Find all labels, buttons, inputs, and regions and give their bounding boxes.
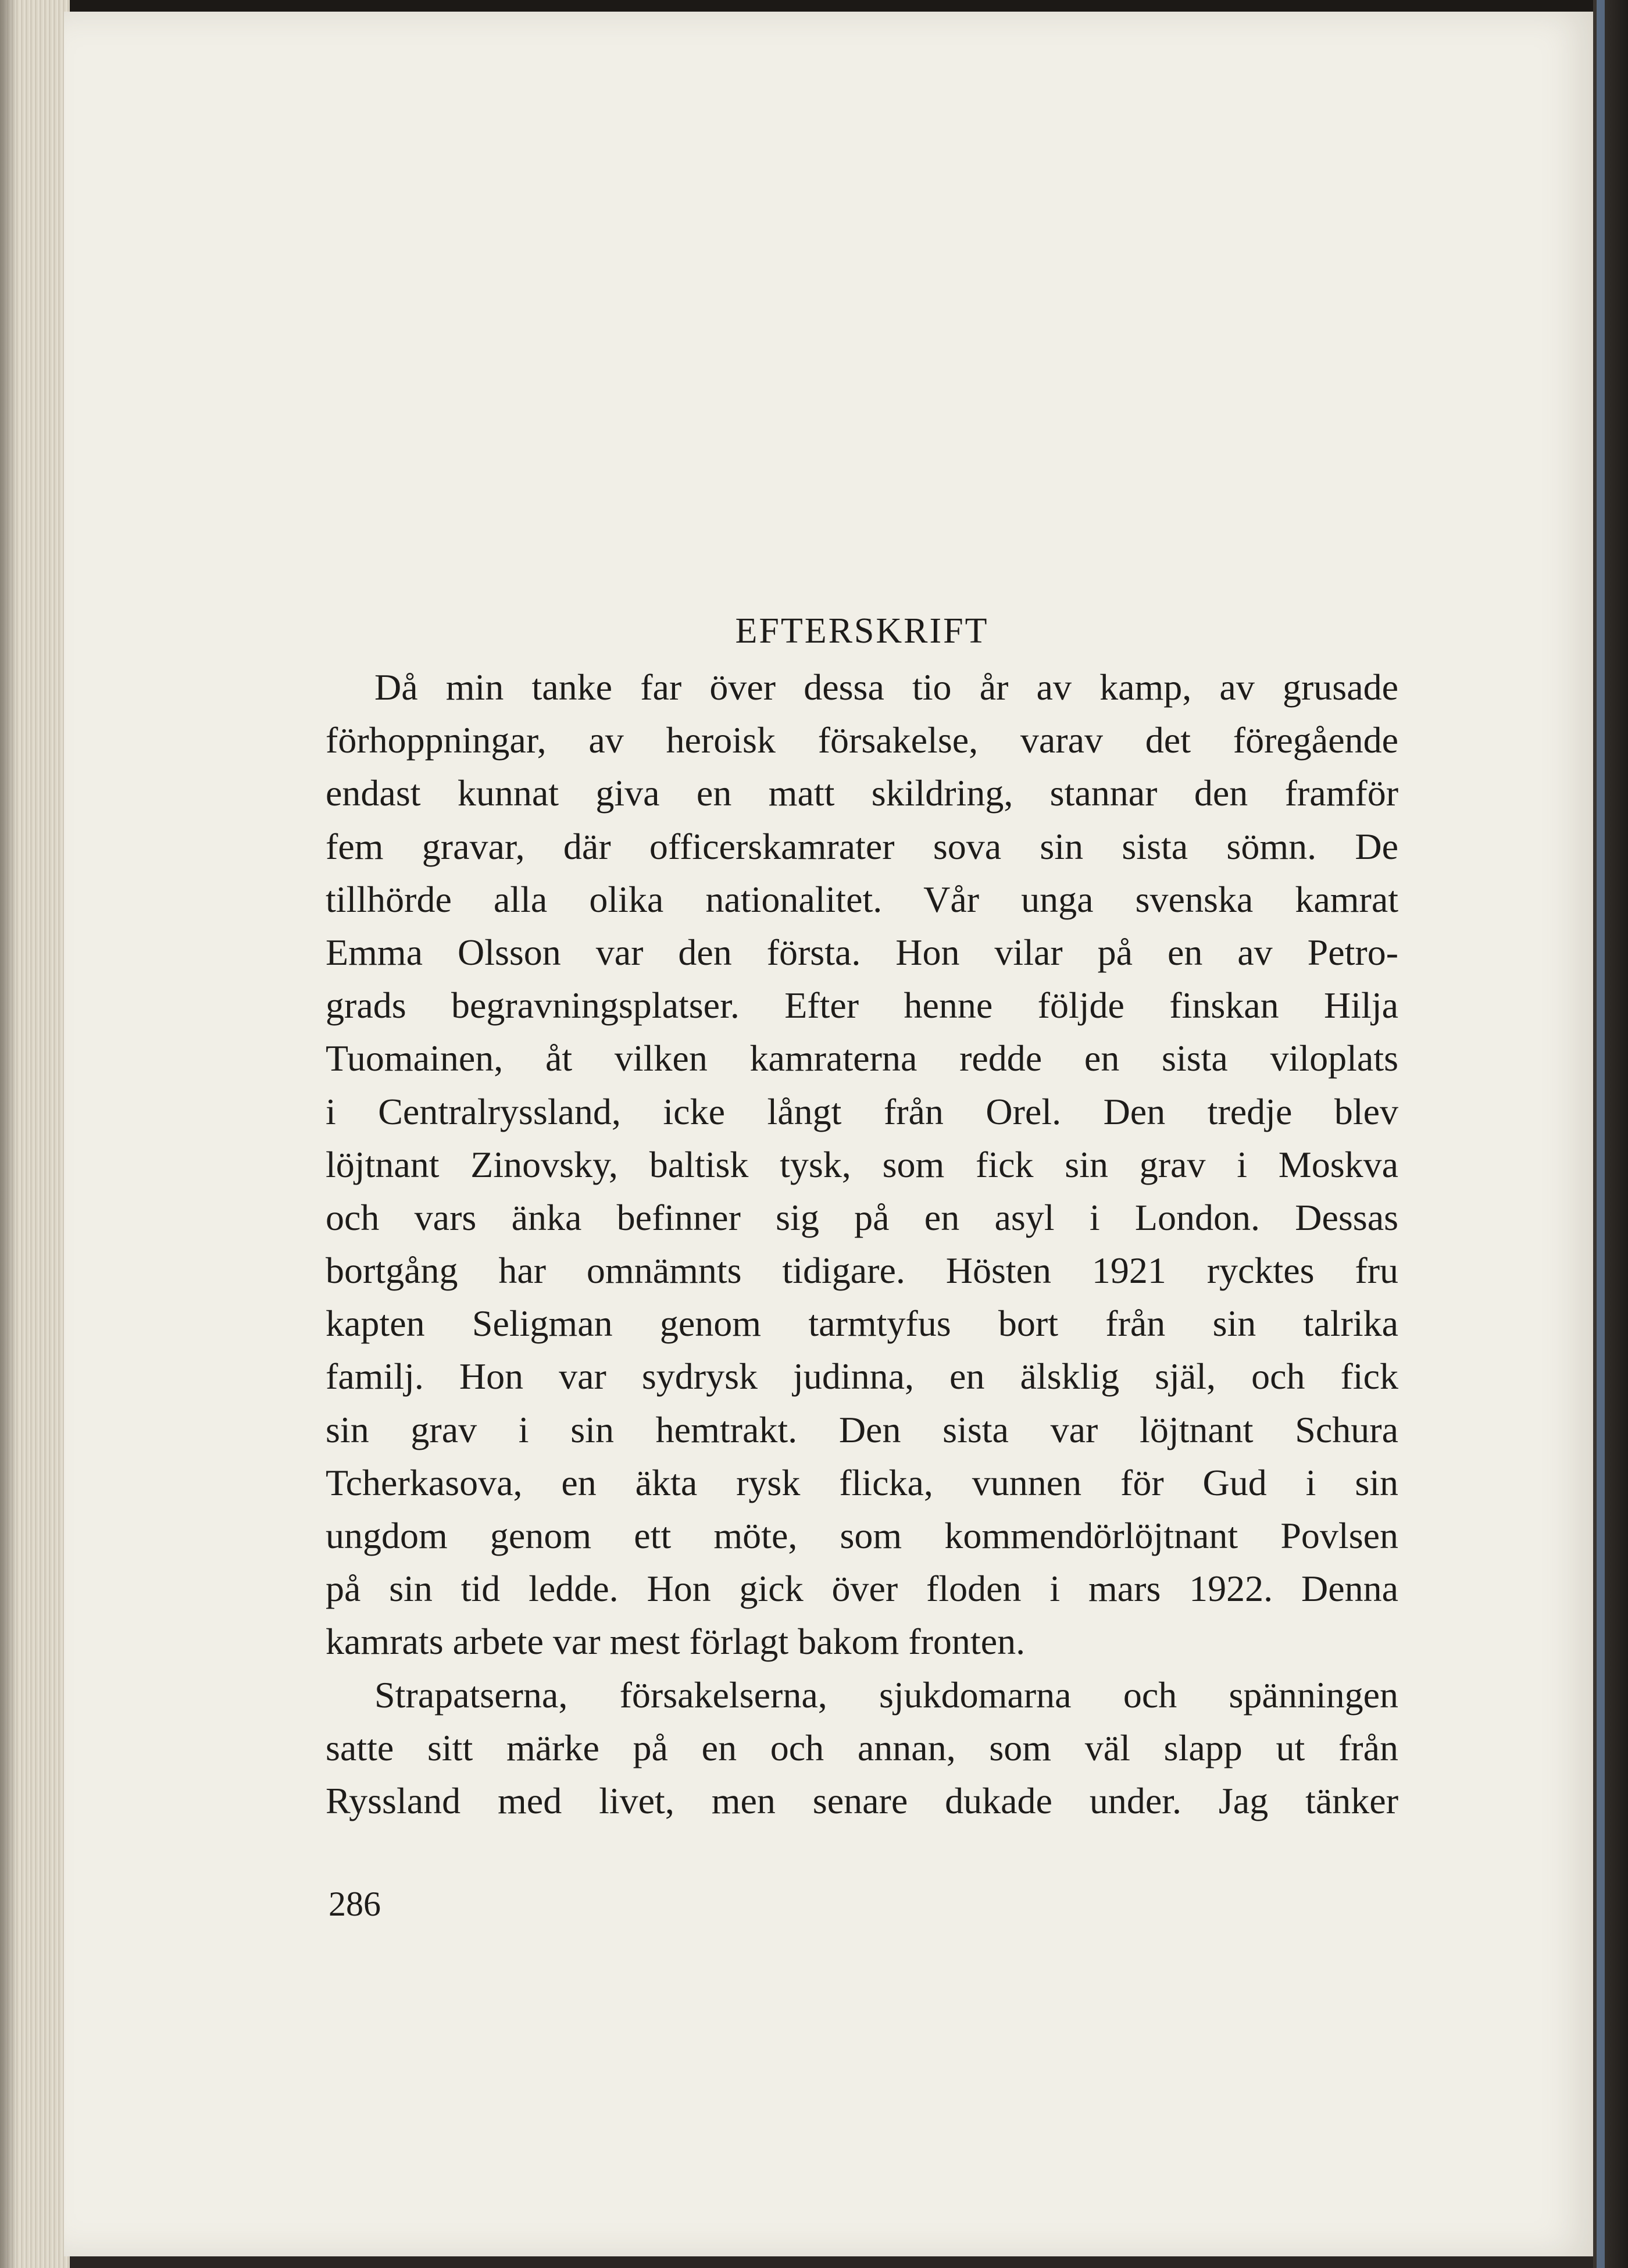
paragraph-2 [326,1668,1398,1828]
text-line: fem gravar, där officerskamrater sova sin sista sömn. De [326,825,1398,867]
text-line: i Centralryssland, icke långt från Orel. Den tredje blev [326,1090,1398,1132]
page-number: 286 [329,1885,381,1923]
text-line: ungdom genom ett möte, som kommendörlöjtnant Povlsen [326,1515,1398,1556]
binding-stripe [1597,0,1605,2268]
text-line: Emma Olsson var den första. Hon vilar på en av Petro- [326,931,1398,973]
text-line: satte sitt märke på en och annan, som väl slapp ut från [326,1727,1398,1768]
text-line: Tuomainen, åt vilken kamraterna redde en sista viloplats [326,1037,1398,1079]
text-line: och vars änka befinner sig på en asyl i London. Dessas [326,1196,1398,1238]
text-line: löjtnant Zinovsky, baltisk tysk, som fick sin grav i Moskva [326,1143,1398,1185]
left-shadow [0,0,17,2268]
text-line: endast kunnat giva en matt skildring, stannar den framför [326,772,1398,814]
text-line: Då min tanke far över dessa tio år av kamp, av grusade [374,666,1398,708]
text-line: kamrats arbete var mest förlagt bakom fronten. [326,1621,1026,1663]
text-line: Tcherkasova, en äkta rysk flicka, vunnen för Gud i sin [326,1461,1398,1503]
text-line: förhoppningar, av heroisk försakelse, varav det föregående [326,719,1398,761]
text-line: kapten Seligman genom tarmtyfus bort från sin talrika [326,1303,1398,1345]
text-line: Ryssland med livet, men senare dukade under. Jag tänker [326,1780,1398,1821]
chapter-title: EFTERSKRIFT [735,611,989,651]
text-line: Strapatserna, försakelserna, sjukdomarna och spänningen [374,1674,1398,1716]
text-line: grads begravningsplatser. Efter henne följde finskan Hilja [326,985,1398,1026]
paragraph-1 [326,661,1398,1668]
text-line: tillhörde alla olika nationalitet. Vår unga svenska kamrat [326,878,1398,920]
text-line: sin grav i sin hemtrakt. Den sista var löjtnant Schura [326,1408,1398,1450]
top-dark-edge [0,0,1628,13]
text-line: på sin tid ledde. Hon gick över floden i mars 1922. Denna [326,1568,1398,1610]
text-line: bortgång har omnämnts tidigare. Hösten 1921 rycktes fru [326,1250,1398,1292]
text-line: familj. Hon var sydrysk judinna, en älsklig själ, och fick [326,1356,1398,1397]
page-text [326,605,1398,1827]
